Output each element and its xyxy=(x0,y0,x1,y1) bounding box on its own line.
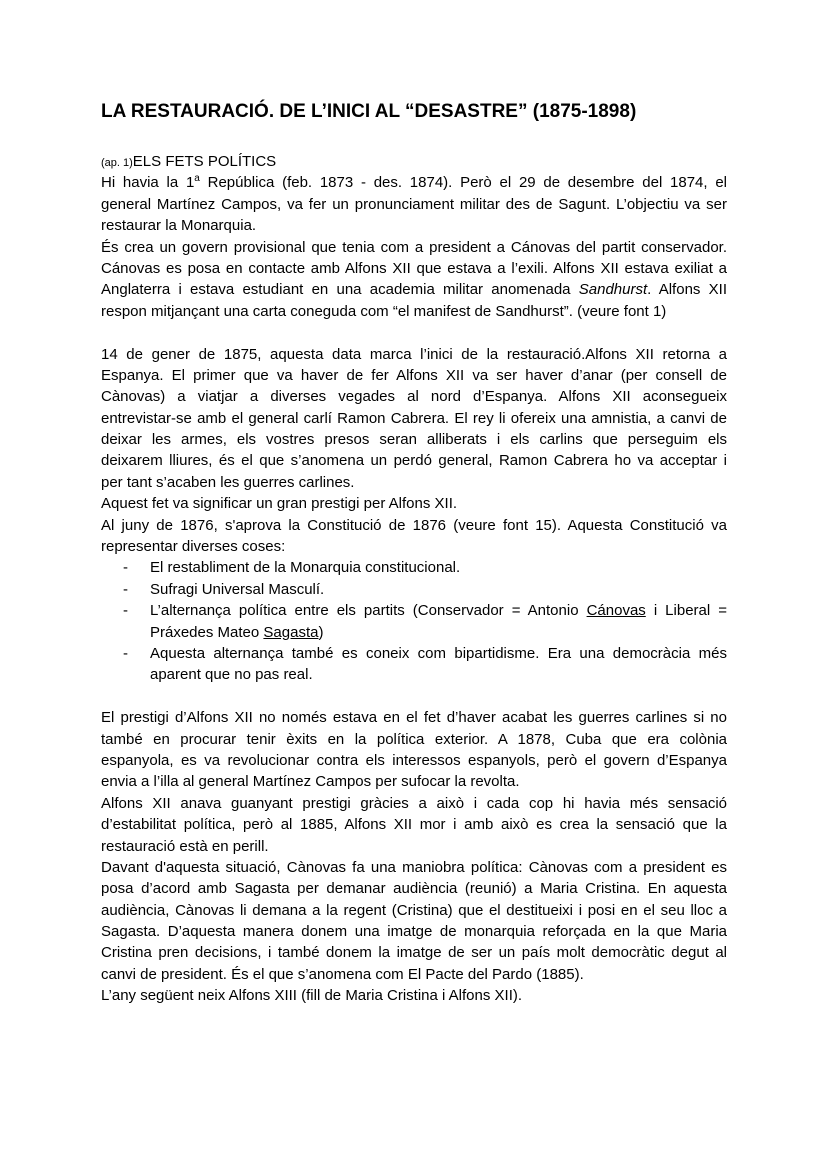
section-heading xyxy=(101,151,727,172)
paragraph-line: general Martínez Campos, va fer un pronunciament militar des de Sagunt. L’objectiu va ser xyxy=(101,195,727,213)
list-item xyxy=(101,557,727,578)
list-item-text: Aquesta alternança també es coneix com bipartidisme. Era una democràcia més xyxy=(150,644,727,662)
bullet-dash: - xyxy=(123,644,128,662)
paragraph-line: Cristina pren decisions, i també donem la imatge de ser un país molt democràtic degut al xyxy=(101,944,727,962)
paragraph-line xyxy=(101,172,727,193)
paragraph-7 xyxy=(101,793,727,857)
underlined-name: Cánovas xyxy=(586,602,646,620)
paragraph-line: 14 de gener de 1875, aquesta data marca l’inici de la restauració.Alfons XII retorna a xyxy=(101,345,727,363)
paragraph-6 xyxy=(101,707,727,793)
paragraph-line: Alfons XII anava guanyant prestigi gràcies a això i cada cop hi havia més sensació xyxy=(101,794,727,812)
paragraph-line: restaurar la Monarquia. xyxy=(101,217,257,235)
paragraph-line xyxy=(101,279,727,300)
paragraph-line: deixar les armes, els vostres presos seran alliberats i els carlins que perseguim els xyxy=(101,431,727,449)
text-run: Práxedes Mateo xyxy=(150,623,264,641)
list-item xyxy=(101,643,727,686)
text-run: Hi havia la 1 xyxy=(101,174,195,192)
list-item xyxy=(101,600,727,643)
text-run: L’alternança política entre els partits (Conservador = Antonio xyxy=(150,602,587,620)
paragraph-line: El prestigi d’Alfons XII no només estava en el fet d’haver acabat les guerres carlines si no xyxy=(101,709,727,727)
paragraph-line: representar diverses coses: xyxy=(101,538,286,556)
list-item-text: El restabliment de la Monarquia constitucional. xyxy=(150,559,461,577)
paragraph-8 xyxy=(101,857,727,985)
paragraph-line: també en procurar tenir èxits en la política exterior. A 1878, Cuba que era colònia xyxy=(101,730,727,748)
paragraph-line: És crea un govern provisional que tenia com a president a Cánovas del partit conservador. xyxy=(101,238,727,256)
document-body xyxy=(101,151,727,1007)
text-run: República (feb. 1873 - des. 1874). Però el 29 de desembre del 1874, el xyxy=(199,174,727,192)
paragraph-line: restauració està en perill. xyxy=(101,837,269,855)
list-item-text: Sufragi Universal Masculí. xyxy=(150,580,325,598)
paragraph-9 xyxy=(101,985,727,1006)
paragraph-1 xyxy=(101,172,727,236)
paragraph-line: Aquest fet va significar un gran prestigi per Alfons XII. xyxy=(101,495,458,513)
paragraph-line: Davant d'aquesta situació, Cànovas fa una maniobra política: Cànovas com a president es xyxy=(101,858,727,876)
paragraph-line: Sagasta. D’aquesta manera donem una imatge de monarquia reforçada en la que Maria xyxy=(101,923,727,941)
text-run: . Alfons XII xyxy=(647,281,727,299)
bullet-dash: - xyxy=(123,580,128,598)
bullet-dash: - xyxy=(123,602,128,620)
paragraph-line: Al juny de 1876, s'aprova la Constitució de 1876 (veure font 15). Aquesta Constitució va xyxy=(101,516,727,534)
paragraph-line: L’any següent neix Alfons XIII (fill de Maria Cristina i Alfons XII). xyxy=(101,987,523,1005)
paragraph-line: posa d’acord amb Sagasta per demanar audiència (reunió) a Maria Cristina. En aquesta xyxy=(101,880,727,898)
paragraph-2 xyxy=(101,237,727,323)
text-run: Anglaterra i estava estudiant en una academia militar anomenada xyxy=(101,281,579,299)
bullet-dash: - xyxy=(123,559,128,577)
paragraph-line: Cánovas es posa en contacte amb Alfons XII que estava a l’exili. Alfons XII estava exiliat a xyxy=(101,259,727,277)
page-title: LA RESTAURACIÓ. DE L’INICI AL “DESASTRE” (1875-1898) xyxy=(101,101,637,122)
paragraph-line: deixarem lliures, és el que s’anomena un perdó general, Ramon Cabrera ho va acceptar i xyxy=(101,452,727,470)
section-title: ELS FETS POLÍTICS xyxy=(132,153,277,170)
bullet-list xyxy=(101,557,727,685)
paragraph-line: d’estabilitat política, però al 1885, Alfons XII mor i amb això es crea la sensació que la xyxy=(101,816,727,834)
paragraph-line: respon mitjançant una carta coneguda com “el manifest de Sandhurst”. (veure font 1) xyxy=(101,302,667,320)
paragraph-5 xyxy=(101,515,727,558)
superscript: a xyxy=(194,173,200,185)
section-tag: (ap. 1) xyxy=(101,157,133,169)
paragraph-line: entrevistar-se amb el general carlí Ramon Cabrera. El rey li ofereix una amnistia, a canvi de xyxy=(101,409,727,427)
paragraph-line: envia a l’illa al general Martínez Campos per sufocar la revolta. xyxy=(101,773,520,791)
underlined-name: Sagasta xyxy=(263,623,319,641)
paragraph-line: Espanya. El primer que va haver de fer Alfons XII va ser haver d’anar (per consell de xyxy=(101,366,727,384)
paragraph-line: Cànovas) a viatjar a diverses vegades al nord d’Espanya. Alfons XII aconsegueix xyxy=(101,388,727,406)
paragraph-line: audiència, Cànovas li demana a la regent (Cristina) que el destitueixi i posi en el seu lloc a xyxy=(101,901,727,919)
emphasis: Sandhurst xyxy=(578,281,648,299)
paragraph-3 xyxy=(101,344,727,494)
list-item-text: aparent que no pas real. xyxy=(150,666,313,684)
list-item-text xyxy=(150,622,727,643)
paragraph-line: espanyola, es va revolucionar contra els interessos espanyols, però el govern d’Espanya xyxy=(101,751,727,769)
text-run: i Liberal = xyxy=(645,602,728,620)
text-run: ) xyxy=(318,623,324,641)
paragraph-line: per tant s’acaben les guerres carlines. xyxy=(101,473,355,491)
list-item xyxy=(101,579,727,600)
paragraph-line: canvi de president. És el que s’anomena com El Pacte del Pardo (1885). xyxy=(101,965,584,983)
paragraph-4 xyxy=(101,493,727,514)
list-item-text xyxy=(150,600,727,621)
